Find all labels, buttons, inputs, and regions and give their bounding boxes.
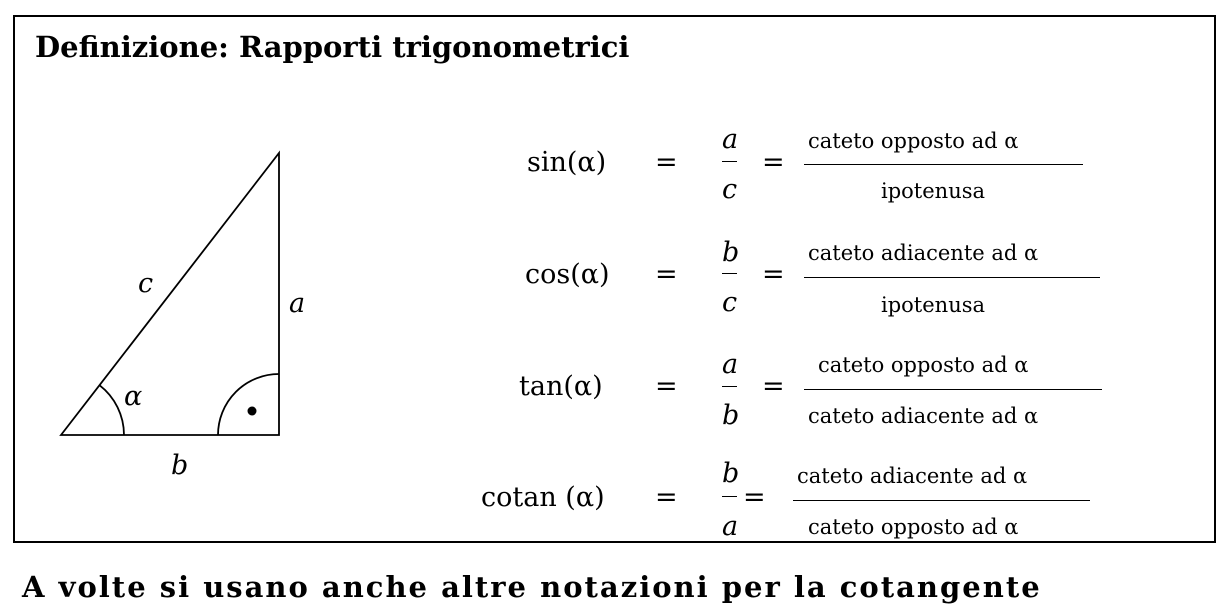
cotan-text-bar [793, 500, 1090, 501]
sin-text-den: ipotenusa [881, 179, 986, 203]
sin-equals-2: = [762, 147, 785, 178]
cos-frac-den: c [722, 287, 738, 318]
cos-text-bar [804, 277, 1100, 278]
cotan-equals: = [655, 482, 678, 513]
tan-frac-num: a [722, 349, 739, 380]
cotan-frac-bar [722, 496, 737, 497]
tan-frac-bar [722, 386, 737, 387]
tan-equals-2: = [762, 371, 785, 402]
cos-frac-num: b [722, 237, 740, 268]
sin-text-num: cateto opposto ad α [808, 129, 1019, 153]
cos-lhs: cos(α) [525, 259, 610, 290]
cotan-equals-2: = [743, 482, 766, 513]
sin-frac-bar [722, 161, 737, 162]
cotan-text-num: cateto adiacente ad α [797, 464, 1028, 488]
tan-lhs: tan(α) [519, 371, 603, 402]
cos-text-den: ipotenusa [881, 293, 986, 317]
cos-equals: = [655, 259, 678, 290]
cos-equals-2: = [762, 259, 785, 290]
cotan-lhs: cotan (α) [481, 482, 605, 513]
adjacent-side-label: b [171, 450, 189, 481]
tan-text-den: cateto adiacente ad α [808, 404, 1039, 428]
angle-alpha-label: α [124, 381, 143, 412]
sin-equals: = [655, 147, 678, 178]
sin-frac-den: c [722, 174, 738, 205]
triangle-outline [61, 153, 279, 435]
right-angle-dot [248, 407, 257, 416]
sin-text-bar [804, 164, 1083, 165]
cotan-frac-num: b [722, 458, 740, 489]
right-angle-arc [218, 374, 279, 435]
sin-lhs: sin(α) [527, 147, 607, 178]
cotan-frac-den: a [722, 511, 739, 542]
hypotenuse-label: c [138, 268, 154, 299]
continuation-line-clipped [0, 556, 1230, 604]
continuation-text: A volte si usano anche altre notazioni per la cotangente [22, 570, 1042, 604]
tan-text-num: cateto opposto ad α [818, 353, 1029, 377]
tan-frac-den: b [722, 400, 740, 431]
cos-text-num: cateto adiacente ad α [808, 241, 1039, 265]
angle-alpha-arc [100, 385, 125, 435]
definition-title: Definizione: Rapporti trigonometrici [35, 30, 630, 64]
cotan-text-den: cateto opposto ad α [808, 515, 1019, 539]
opposite-side-label: a [289, 288, 306, 319]
cos-frac-bar [722, 273, 737, 274]
tan-text-bar [804, 389, 1102, 390]
tan-equals: = [655, 371, 678, 402]
sin-frac-num: a [722, 124, 739, 155]
